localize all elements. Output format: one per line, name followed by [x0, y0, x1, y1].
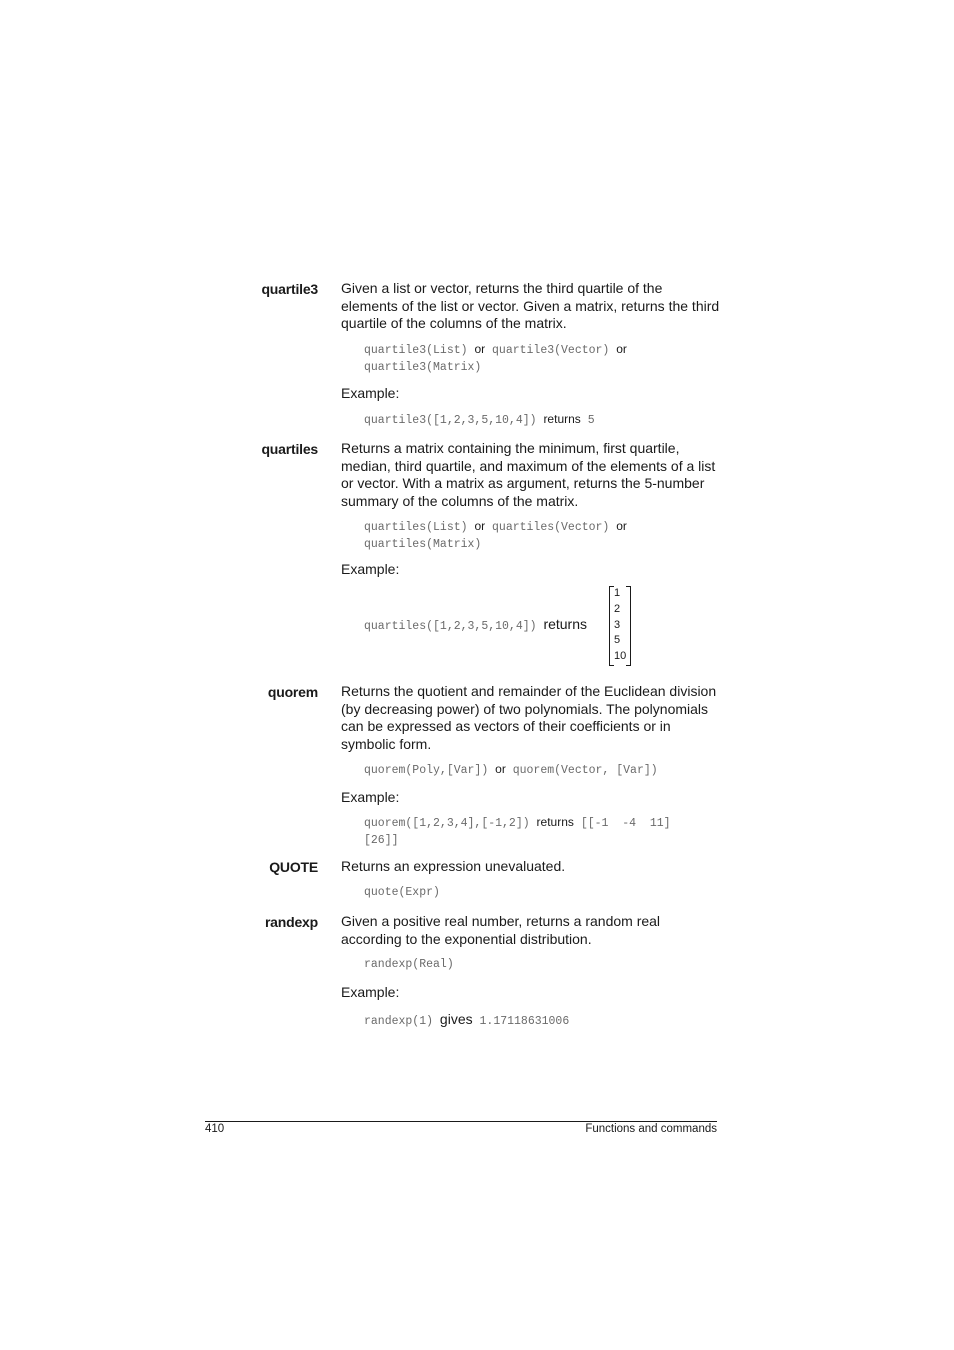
description-text: Given a list or vector, returns the third quartile of the elements of the list or vector. Given a matrix, returns the third quartile of the columns of the matrix.	[341, 280, 720, 332]
matrix-cell: 1	[614, 587, 621, 599]
matrix-cell: 2	[614, 602, 621, 615]
example-quartiles	[364, 616, 587, 636]
syntax-or: or	[474, 342, 486, 356]
footer-divider	[205, 1121, 717, 1122]
example-result: 1.17118631006	[479, 1015, 570, 1028]
syntax-or: or	[474, 519, 486, 533]
entry-term-randexp: randexp	[264, 914, 318, 930]
entry-description-quorem	[341, 683, 721, 754]
entry-description-randexp	[341, 913, 721, 948]
entry-description-quartiles	[341, 440, 721, 511]
example-result: [[-1 -4 11]	[580, 817, 671, 830]
description-text: Returns an expression unevaluated.	[341, 858, 566, 874]
matrix-cell: 5	[614, 634, 621, 647]
example-code: quartiles([1,2,3,5,10,4])	[364, 620, 537, 633]
example-code: quartile3([1,2,3,5,10,4])	[364, 414, 537, 427]
description-text: Returns the quotient and remainder of the Euclidean division (by decreasing power) of two polynomials. The polynomials can be expressed as vectors of their coefficients or in symbolic form.	[341, 683, 717, 753]
example-returns: returns	[536, 815, 574, 829]
example-label: Example:	[341, 385, 400, 401]
example-returns: returns	[543, 412, 581, 426]
syntax-code: quorem(Poly,[Var])	[364, 764, 489, 777]
syntax-or: or	[616, 342, 627, 356]
syntax-quorem	[364, 761, 658, 780]
result-matrix	[609, 586, 631, 666]
section-title: Functions and commands	[585, 1123, 717, 1135]
entry-term-quorem: quorem	[267, 684, 318, 700]
example-result-continued: [26]]	[364, 833, 399, 847]
example-returns: returns	[543, 616, 588, 632]
matrix-cell: 3	[614, 618, 621, 631]
page-number: 410	[205, 1123, 225, 1135]
syntax-code: quartiles(Matrix)	[364, 537, 482, 551]
syntax-code: quorem(Vector, [Var])	[512, 764, 658, 777]
example-label: Example:	[341, 984, 400, 1000]
syntax-code: quartile3(Vector)	[492, 344, 610, 357]
description-text: Returns a matrix containing the minimum, first quartile, median, third quartile, and maximum of the elements of a list or vector. With a matrix as argument, returns the 5-number summary of the columns of the matrix.	[341, 440, 716, 510]
syntax-randexp	[364, 957, 454, 974]
example-code: quorem([1,2,3,4],[-1,2])	[364, 817, 530, 830]
syntax-code: quartiles(List)	[364, 521, 468, 534]
example-gives: gives	[439, 1011, 473, 1027]
syntax-code: quartile3(List)	[364, 344, 468, 357]
syntax-quartile3	[364, 341, 627, 376]
syntax-quartiles	[364, 518, 627, 553]
example-label: Example:	[341, 789, 400, 805]
example-code: randexp(1)	[364, 1015, 434, 1028]
example-randexp	[364, 1011, 569, 1031]
entry-description-quote	[341, 858, 721, 876]
entry-description-quartile3	[341, 280, 721, 333]
syntax-code: quartiles(Vector)	[492, 521, 610, 534]
example-result: 5	[587, 414, 595, 427]
entry-term-quartiles: quartiles	[261, 441, 318, 457]
syntax-code: quartile3(Matrix)	[364, 360, 482, 374]
syntax-code: randexp(Real)	[364, 958, 454, 971]
example-quartile3	[364, 411, 595, 430]
syntax-quote	[364, 885, 440, 902]
syntax-or: or	[616, 519, 627, 533]
example-label: Example:	[341, 561, 400, 577]
description-text: Given a positive real number, returns a random real according to the exponential distribution.	[341, 913, 661, 947]
syntax-code: quote(Expr)	[364, 886, 440, 899]
matrix-cell: 10	[614, 650, 627, 663]
entry-term-quote: QUOTE	[269, 859, 318, 875]
syntax-or: or	[495, 762, 506, 776]
entry-term-quartile3: quartile3	[261, 281, 318, 297]
example-quorem	[364, 814, 671, 849]
